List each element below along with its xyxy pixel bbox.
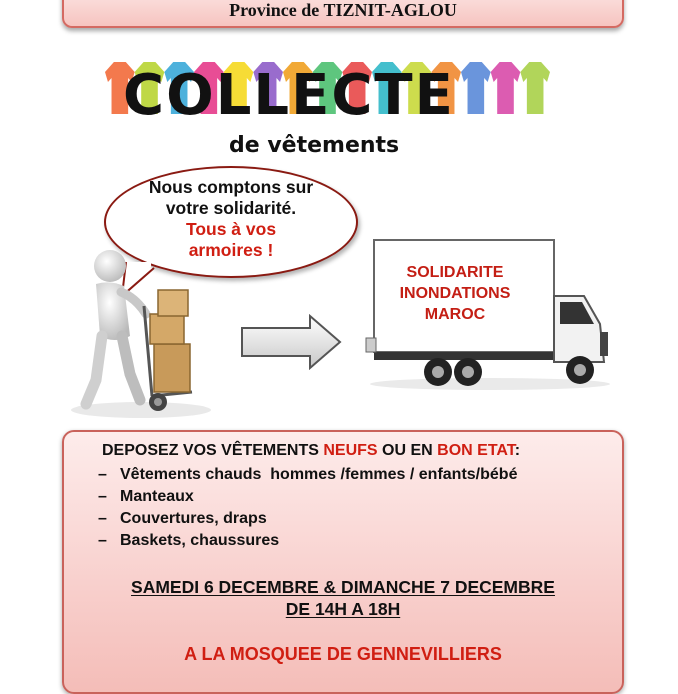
- header-banner: [62, 0, 624, 28]
- province-text: Province de TIZNIT-AGLOU: [229, 0, 457, 20]
- dates-line-1: SAMEDI 6 DECEMBRE & DIMANCHE 7 DECEMBRE: [131, 577, 555, 597]
- list-item: – Couvertures, draps: [98, 510, 267, 527]
- right-arrow-icon: [240, 314, 342, 370]
- depose-heading: [102, 442, 520, 460]
- depose-middle: OU EN: [377, 442, 438, 459]
- depose-prefix: DEPOSEZ VOS VÊTEMENTS: [102, 442, 324, 459]
- list-item: – Manteaux: [98, 488, 194, 505]
- depose-bon-etat: BON ETAT: [437, 442, 515, 459]
- list-item: – Vêtements chauds hommes /femmes / enfants/bébé: [98, 466, 518, 483]
- truck-line-1: SOLIDARITE: [406, 264, 504, 281]
- depose-neufs: NEUFS: [323, 442, 378, 459]
- logo-word: COLLECTE: [123, 63, 455, 128]
- clothing-list: [98, 464, 517, 552]
- list-item: – Baskets, chaussures: [98, 532, 280, 549]
- collecte-logo: [105, 58, 550, 163]
- bubble-line-3: Tous à vos: [185, 219, 277, 239]
- event-location: A LA MOSQUEE DE GENNEVILLIERS: [184, 644, 502, 664]
- dates-line-2: DE 14H A 18H: [285, 599, 401, 619]
- depose-suffix: :: [514, 442, 521, 459]
- bubble-line-2: votre solidarité.: [165, 198, 297, 218]
- info-panel: [62, 430, 624, 694]
- person-with-hand-truck-icon: [66, 240, 226, 420]
- truck-label: [380, 262, 530, 325]
- bubble-line-1: Nous comptons sur: [148, 177, 314, 197]
- truck-line-3: MAROC: [424, 306, 486, 323]
- logo-subtitle: de vêtements: [229, 133, 400, 158]
- bubble-line-4: armoires !: [188, 240, 274, 260]
- truck-line-2: INONDATIONS: [399, 285, 511, 302]
- event-dates: [64, 576, 622, 620]
